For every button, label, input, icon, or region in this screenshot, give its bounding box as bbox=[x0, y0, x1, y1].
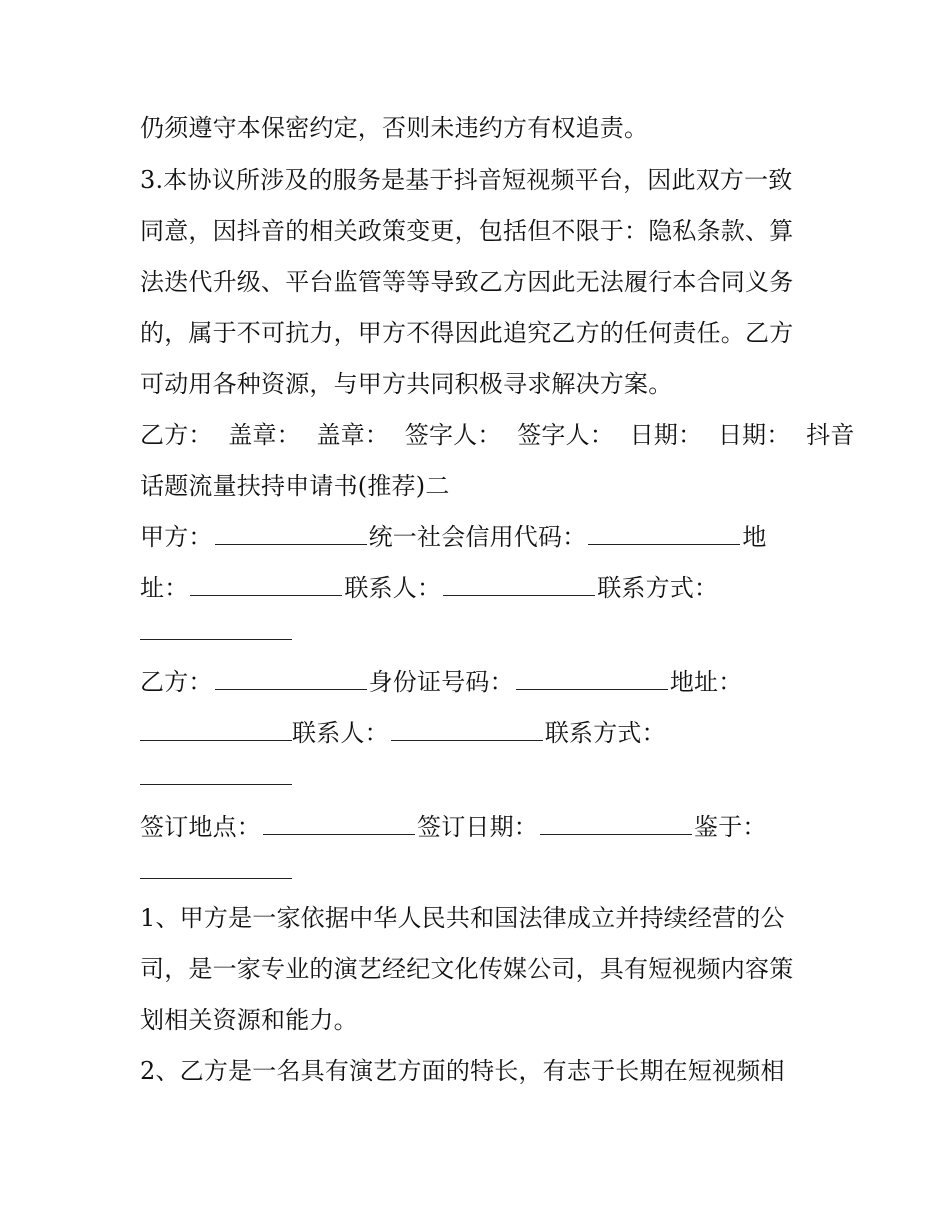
sign-date-blank[interactable] bbox=[540, 833, 692, 835]
text-line: 3.本协议所涉及的服务是基于抖音短视频平台，因此双方一致 bbox=[140, 166, 793, 194]
contact-method-label-b: 联系方式： bbox=[544, 719, 666, 747]
signature-line: 乙方： 盖章： 盖章： 签字人： 签字人： 日期： 日期： 抖音 bbox=[140, 421, 855, 449]
party-a-contact-method-blank[interactable] bbox=[140, 638, 292, 640]
id-number-blank[interactable] bbox=[516, 688, 668, 690]
whereas-label: 鉴于： bbox=[694, 813, 767, 841]
contact-person-label: 联系人： bbox=[344, 574, 442, 602]
party-b-row-2 bbox=[140, 715, 666, 751]
party-b-label: 乙方： bbox=[140, 668, 213, 696]
clause-line: 划相关资源和能力。 bbox=[140, 1006, 358, 1034]
sign-place-blank[interactable] bbox=[263, 833, 415, 835]
credit-code-blank[interactable] bbox=[588, 543, 740, 545]
party-b-address-blank[interactable] bbox=[140, 739, 292, 741]
address-label-part2: 址： bbox=[140, 574, 189, 602]
party-b-blank[interactable] bbox=[215, 688, 367, 690]
text-line: 法迭代升级、平台监管等等导致乙方因此无法履行本合同义务 bbox=[140, 268, 794, 296]
text-line: 仍须遵守本保密约定，否则未违约方有权追责。 bbox=[140, 114, 649, 142]
party-a-contact-person-blank[interactable] bbox=[443, 594, 595, 596]
text-line: 可动用各种资源，与甲方共同积极寻求解决方案。 bbox=[140, 370, 673, 398]
party-a-row-3 bbox=[140, 614, 292, 650]
text-line: 的，属于不可抗力，甲方不得因此追究乙方的任何责任。乙方 bbox=[140, 319, 794, 347]
sign-date-label: 签订日期： bbox=[417, 813, 538, 841]
party-a-label: 甲方： bbox=[140, 523, 213, 551]
id-number-label: 身份证号码： bbox=[368, 668, 514, 696]
address-label-part1: 地 bbox=[742, 523, 767, 551]
contact-person-label-b: 联系人： bbox=[292, 719, 389, 747]
clause-line: 2、乙方是一名具有演艺方面的特长，有志于长期在短视频相 bbox=[140, 1057, 785, 1085]
signing-row bbox=[140, 809, 767, 845]
address-label: 地址： bbox=[669, 668, 743, 696]
party-b-contact-method-blank[interactable] bbox=[140, 783, 292, 785]
credit-code-label: 统一社会信用代码： bbox=[368, 523, 587, 551]
clause-line: 1、甲方是一家依据中华人民共和国法律成立并持续经营的公 bbox=[140, 904, 785, 932]
party-b-row-3 bbox=[140, 759, 292, 795]
party-a-address-blank[interactable] bbox=[190, 594, 342, 596]
party-b-contact-person-blank[interactable] bbox=[391, 739, 543, 741]
party-a-row-2 bbox=[140, 570, 718, 606]
text-line: 同意，因抖音的相关政策变更，包括但不限于：隐私条款、算 bbox=[140, 217, 794, 245]
sign-place-label: 签订地点： bbox=[140, 813, 261, 841]
party-a-row bbox=[140, 519, 767, 555]
clause-line: 司，是一家专业的演艺经纪文化传媒公司，具有短视频内容策 bbox=[140, 955, 794, 983]
document-heading: 话题流量扶持申请书(推荐)二 bbox=[140, 472, 450, 500]
party-a-blank[interactable] bbox=[215, 543, 367, 545]
signing-row-2 bbox=[140, 853, 292, 889]
whereas-blank[interactable] bbox=[140, 877, 292, 879]
party-b-row bbox=[140, 664, 742, 700]
contact-method-label: 联系方式： bbox=[597, 574, 719, 602]
